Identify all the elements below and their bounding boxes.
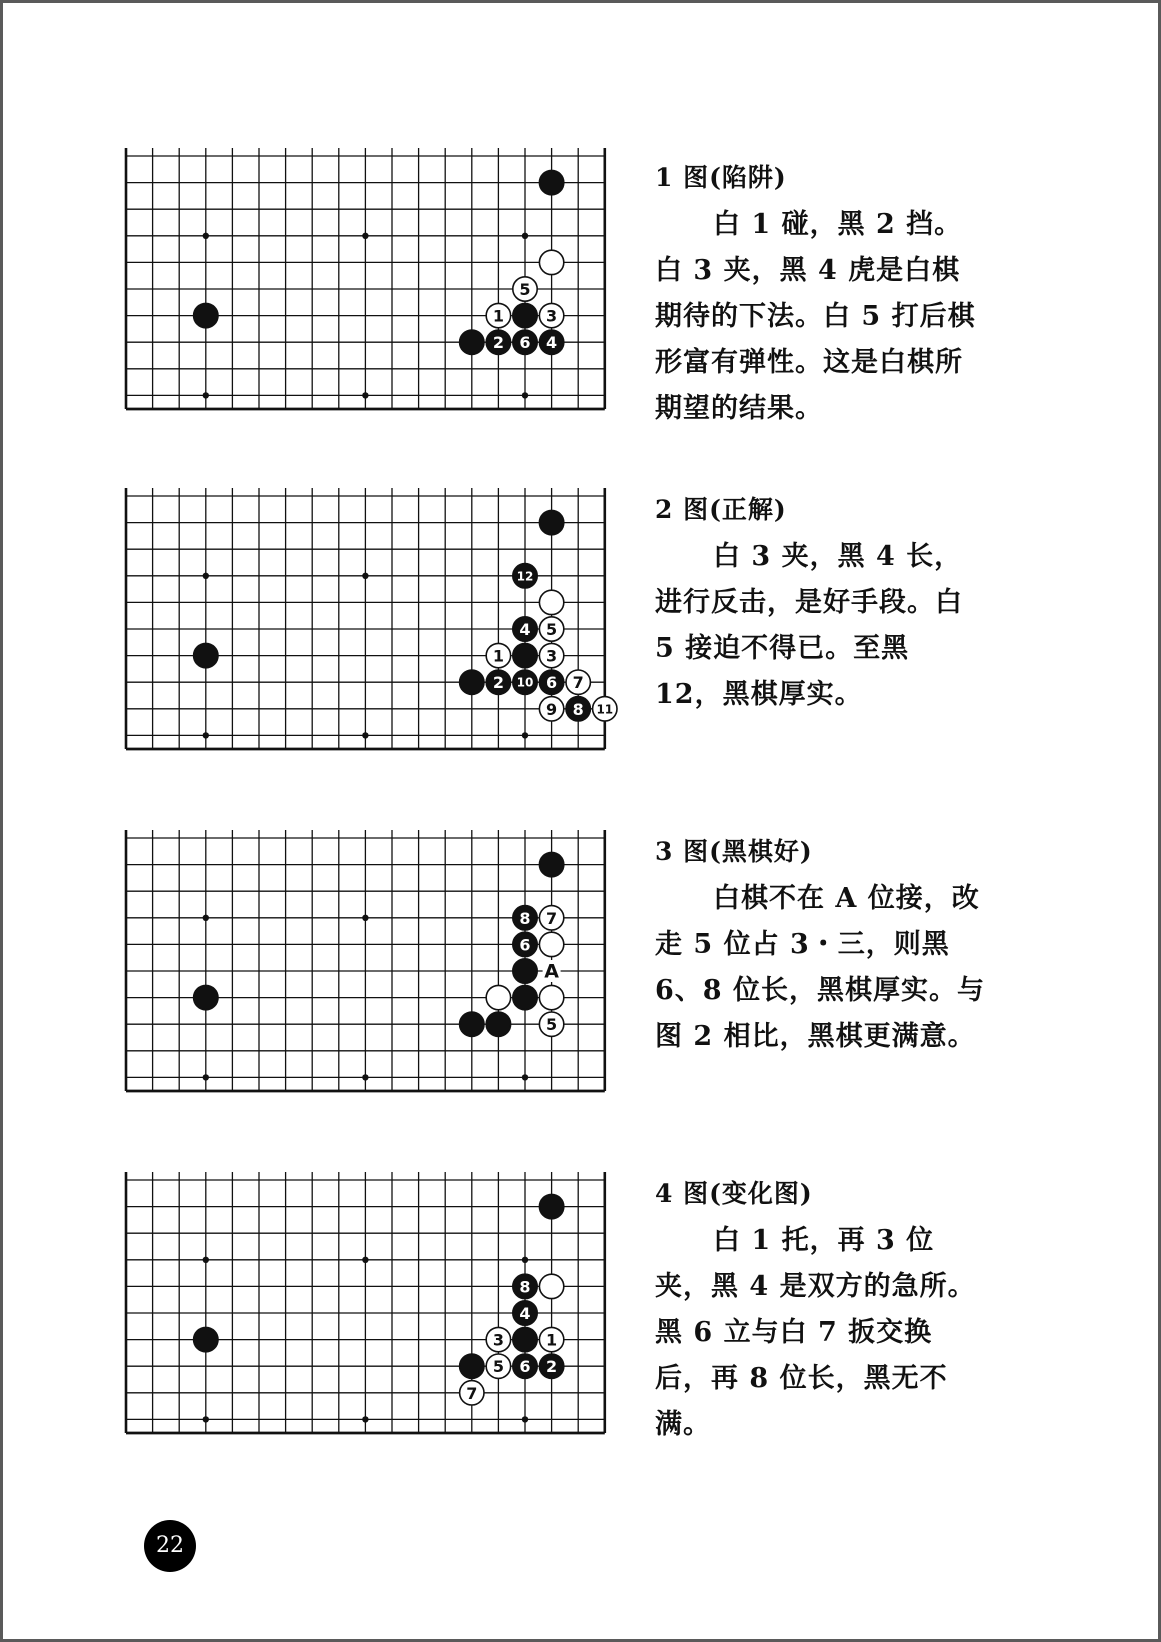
stone-label: 7 — [546, 908, 558, 928]
stone-label: 3 — [546, 306, 558, 326]
black-stone — [539, 670, 563, 694]
stone-label: A — [544, 960, 559, 983]
caption-2 — [655, 490, 985, 718]
white-stone — [539, 617, 563, 641]
go-board-3 — [118, 830, 618, 1092]
star-point — [362, 573, 368, 579]
white-stone — [539, 985, 563, 1009]
go-board-4 — [118, 1172, 618, 1434]
black-stone — [513, 906, 537, 930]
black-stone — [194, 303, 218, 327]
stone-label: 5 — [546, 1015, 558, 1035]
black-stone — [513, 1274, 537, 1298]
black-stone — [513, 1301, 537, 1325]
black-stone — [539, 852, 563, 876]
stone-label: 7 — [466, 1383, 478, 1403]
white-stone — [539, 697, 563, 721]
star-point — [362, 1416, 368, 1422]
figure-text-1: 白 1 碰，黑 2 挡。白 3 夹，黑 4 虎是白棋期待的下法。白 5 打后棋形富有弹性。这是白棋所期望的结果。 — [655, 209, 976, 424]
black-stone — [539, 170, 563, 194]
board-grid — [126, 488, 605, 749]
star-point — [203, 1257, 209, 1263]
go-diagram-3 — [118, 830, 618, 1092]
star-point — [362, 915, 368, 921]
black-stone — [486, 330, 510, 354]
star-point — [362, 1074, 368, 1080]
star-point — [203, 1416, 209, 1422]
stone-label: 2 — [492, 333, 504, 353]
star-point — [203, 573, 209, 579]
board-grid — [126, 830, 605, 1091]
white-stone — [539, 1274, 563, 1298]
black-stone — [513, 670, 537, 694]
white-stone — [539, 250, 563, 274]
white-stone — [486, 303, 510, 327]
black-stone — [513, 1354, 537, 1378]
go-board-2 — [118, 488, 618, 750]
black-stone — [460, 330, 484, 354]
star-point — [362, 732, 368, 738]
white-stone — [539, 1012, 563, 1036]
white-stone — [593, 697, 617, 721]
black-stone — [194, 643, 218, 667]
black-stone — [539, 510, 563, 534]
caption-3 — [655, 832, 985, 1060]
page-number: 22 — [144, 1520, 196, 1572]
star-point — [522, 1257, 528, 1263]
white-stone — [486, 985, 510, 1009]
stone-label: 4 — [519, 620, 531, 639]
black-stone — [460, 1012, 484, 1036]
star-point — [362, 392, 368, 398]
figure-text-4: 白 1 托，再 3 位夹，黑 4 是双方的急所。黑 6 立与白 7 扳交换后，再 8 位长，黑无不满。 — [655, 1225, 976, 1440]
star-point — [522, 732, 528, 738]
figure-title-1: 1 图(陷阱) — [655, 163, 787, 192]
black-stone — [513, 643, 537, 667]
black-stone — [486, 670, 510, 694]
figure-title-4: 4 图(变化图) — [655, 1179, 813, 1208]
black-stone — [194, 985, 218, 1009]
black-stone — [486, 1012, 510, 1036]
white-stone — [539, 303, 563, 327]
stone-label: 12 — [516, 569, 534, 584]
white-stone — [460, 1381, 484, 1405]
star-point — [522, 1074, 528, 1080]
stone-label: 6 — [546, 673, 558, 693]
star-point — [522, 1416, 528, 1422]
point-marker — [543, 960, 561, 983]
stone-label: 8 — [572, 699, 584, 719]
stone-label: 8 — [519, 1277, 531, 1297]
black-stone — [513, 1327, 537, 1351]
white-stone — [486, 643, 510, 667]
caption-4 — [655, 1174, 985, 1448]
figure-title-3: 3 图(黑棋好) — [655, 837, 813, 866]
stone-label: 8 — [519, 908, 531, 928]
stone-label: 4 — [519, 1304, 531, 1323]
figure-title-2: 2 图(正解) — [655, 495, 787, 524]
white-stone — [566, 670, 590, 694]
black-stone — [460, 1354, 484, 1378]
stone-label: 10 — [516, 675, 534, 690]
star-point — [203, 732, 209, 738]
stone-label: 9 — [546, 699, 558, 719]
stone-label: 3 — [546, 646, 558, 666]
black-stone — [539, 330, 563, 354]
stone-label: 2 — [492, 673, 504, 693]
black-stone — [513, 564, 537, 588]
black-stone — [513, 932, 537, 956]
black-stone — [513, 959, 537, 983]
stone-label: 4 — [546, 333, 558, 353]
star-point — [522, 392, 528, 398]
stone-label: 6 — [519, 935, 531, 955]
stone-label: 5 — [519, 280, 531, 299]
white-stone — [539, 590, 563, 614]
white-stone — [486, 1354, 510, 1378]
white-stone — [539, 932, 563, 956]
star-point — [203, 915, 209, 921]
stone-label: 5 — [492, 1357, 504, 1377]
black-stone — [194, 1327, 218, 1351]
black-stone — [539, 1354, 563, 1378]
go-diagram-2 — [118, 488, 618, 750]
go-board-1 — [118, 148, 618, 410]
white-stone — [513, 277, 537, 301]
figure-text-2: 白 3 夹，黑 4 长，进行反击，是好手段。白 5 接迫不得已。至黑 12，黑棋厚实。 — [655, 541, 963, 710]
stone-label: 5 — [546, 620, 558, 639]
black-stone — [513, 303, 537, 327]
stone-label: 2 — [546, 1357, 558, 1377]
board-grid — [126, 1172, 605, 1433]
star-point — [203, 392, 209, 398]
white-stone — [539, 1327, 563, 1351]
stone-label: 6 — [519, 1357, 531, 1377]
star-point — [362, 1257, 368, 1263]
figure-text-3: 白棋不在 A 位接，改走 5 位占 3・三，则黑 6、8 位长，黑棋厚实。与图 2 相比，黑棋更满意。 — [655, 883, 985, 1052]
white-stone — [486, 1327, 510, 1351]
white-stone — [539, 643, 563, 667]
star-point — [203, 233, 209, 239]
star-point — [203, 1074, 209, 1080]
stone-label: 1 — [546, 1330, 558, 1350]
star-point — [362, 233, 368, 239]
white-stone — [539, 906, 563, 930]
black-stone — [513, 985, 537, 1009]
stone-label: 11 — [596, 702, 614, 717]
stone-label: 6 — [519, 333, 531, 353]
black-stone — [539, 1194, 563, 1218]
stone-label: 7 — [572, 673, 584, 693]
stone-label: 1 — [492, 306, 504, 326]
black-stone — [513, 617, 537, 641]
stone-label: 1 — [492, 646, 504, 666]
caption-1 — [655, 158, 985, 432]
stone-label: 3 — [492, 1330, 504, 1350]
black-stone — [566, 697, 590, 721]
black-stone — [513, 330, 537, 354]
board-grid — [126, 148, 605, 409]
go-diagram-1 — [118, 148, 618, 410]
go-diagram-4 — [118, 1172, 618, 1434]
black-stone — [460, 670, 484, 694]
star-point — [522, 233, 528, 239]
